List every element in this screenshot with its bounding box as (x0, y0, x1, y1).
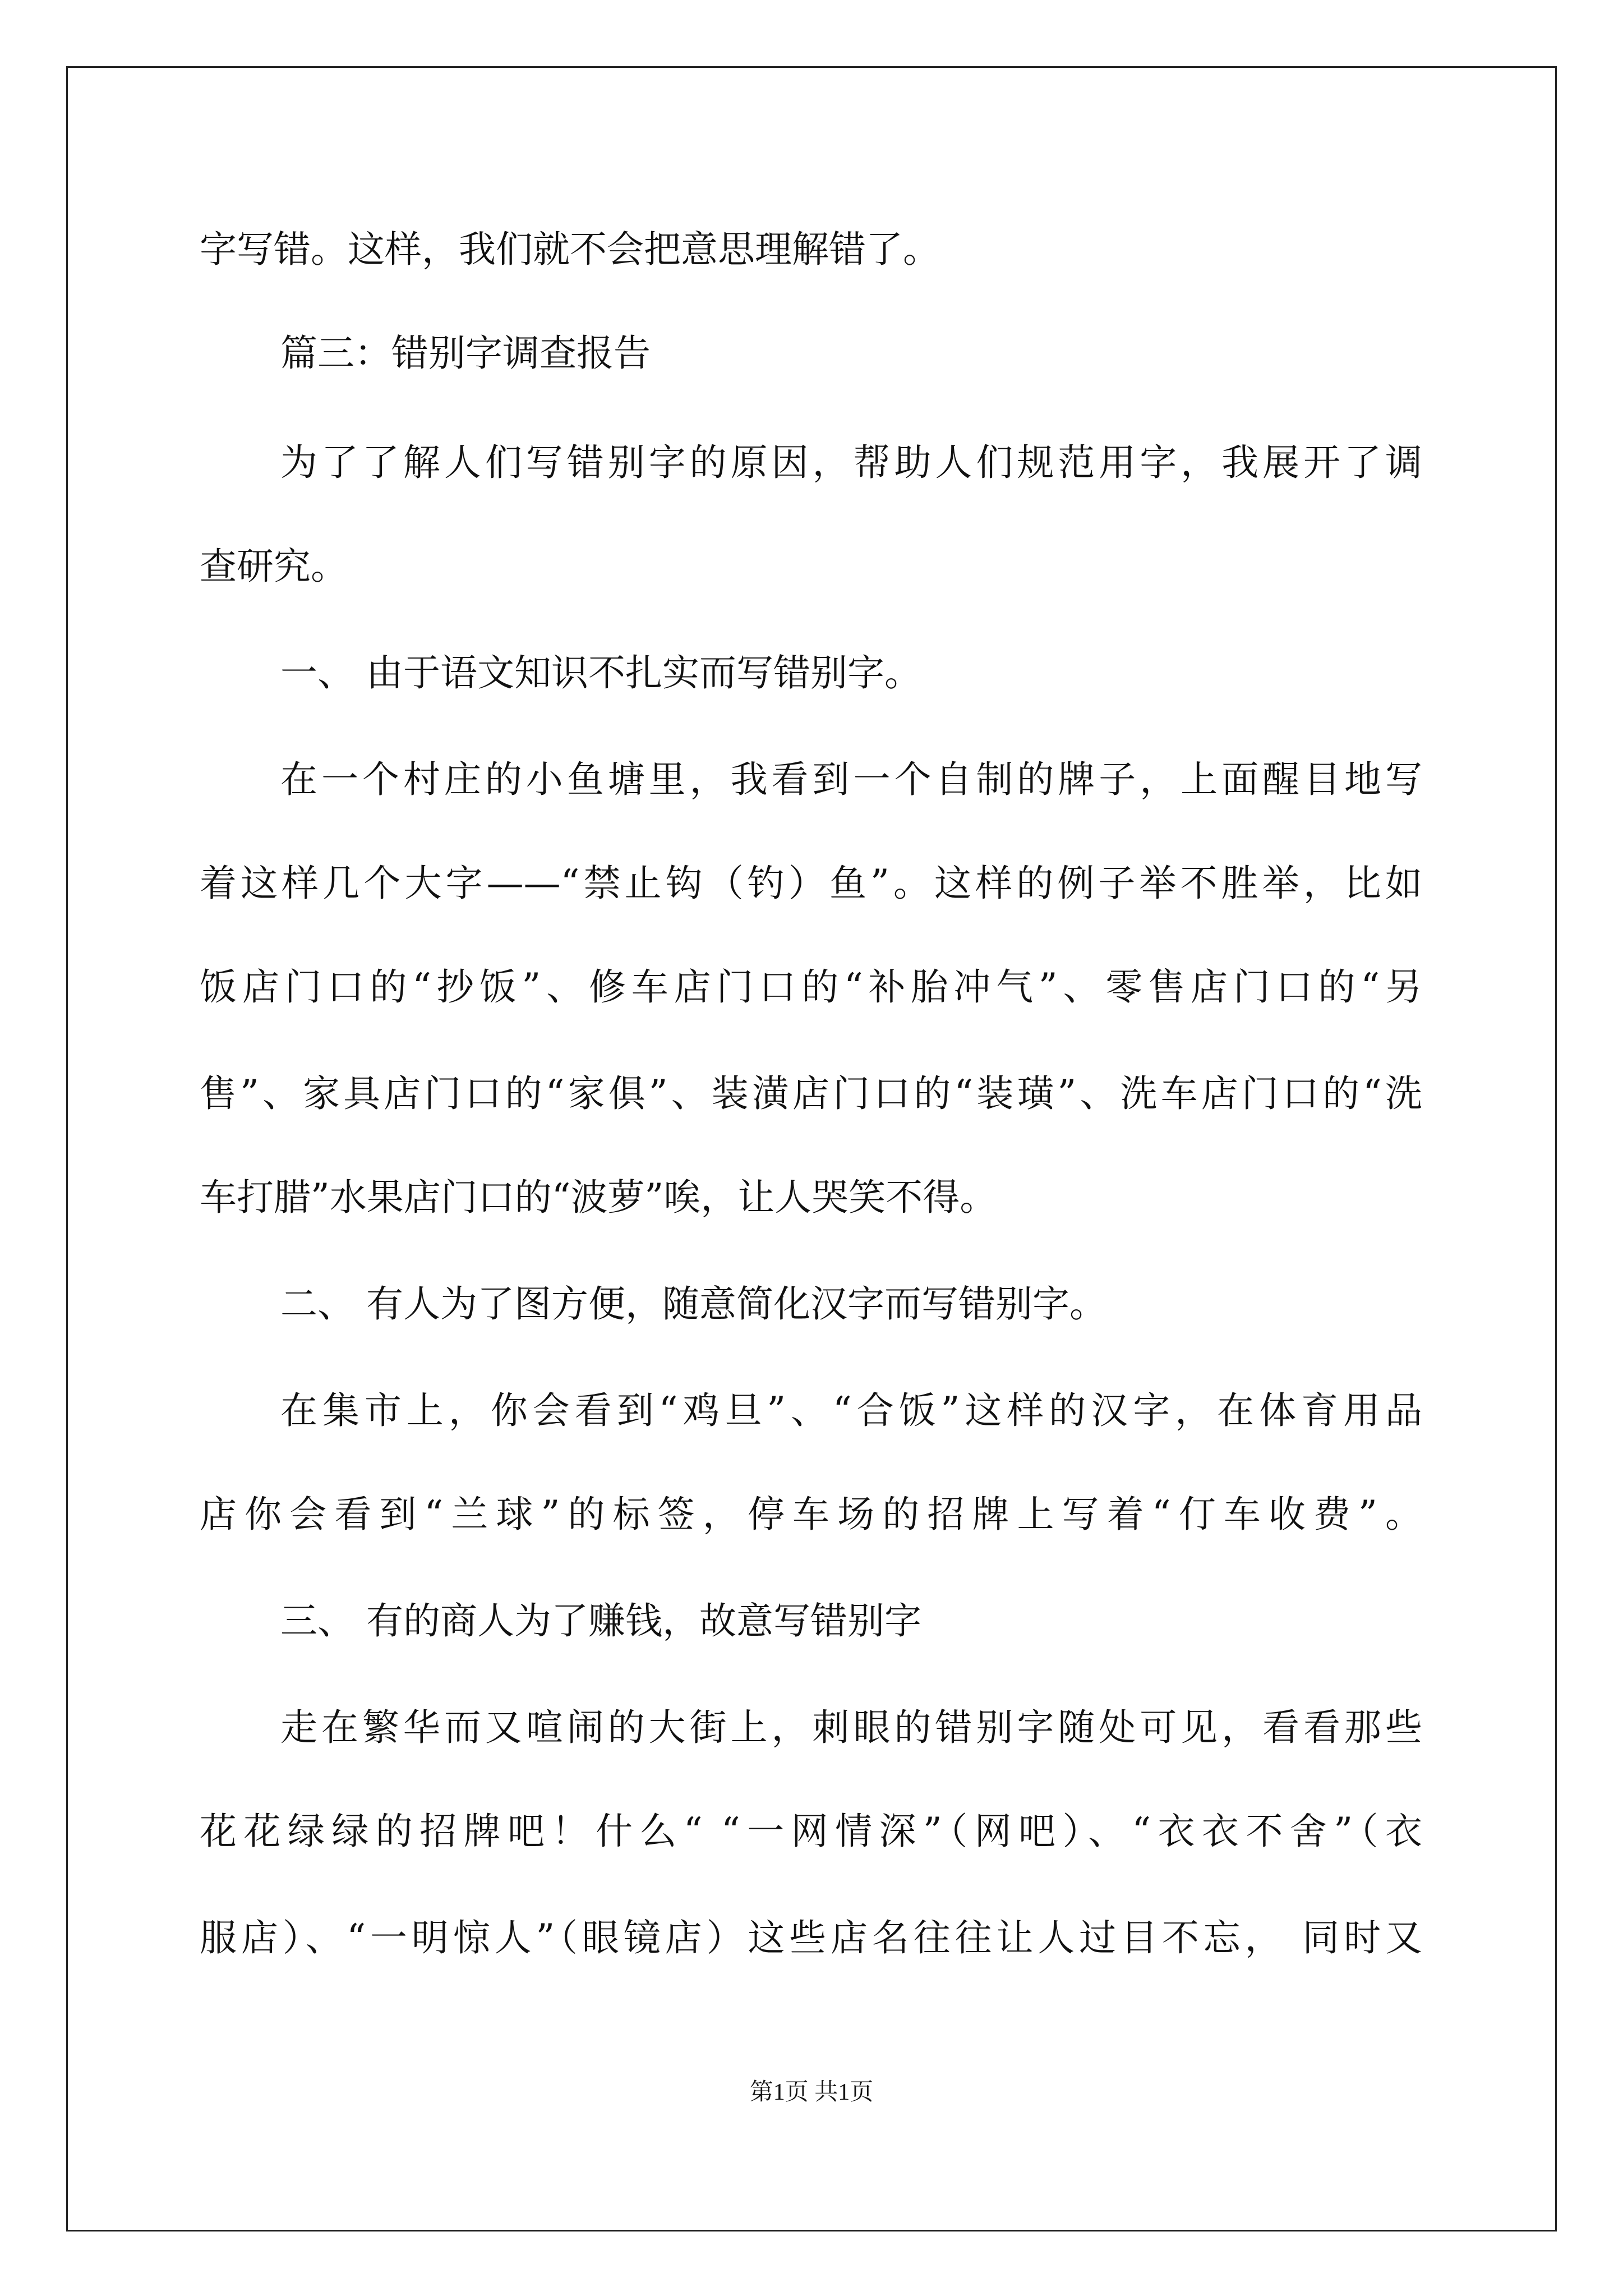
page-border (66, 66, 1557, 2231)
text-line-1: 字写错。这样，我们就不会把意思理解错了。 (200, 228, 940, 271)
text-line-4: 查研究。 (200, 545, 348, 588)
page-footer: 第1页 共1页 (749, 2079, 874, 2105)
section-heading: 篇三：错别字调查报告 (280, 332, 651, 375)
text-line-16: 花花绿绿的招牌吧！什么“ “一网情深”（网吧）、“衣衣不舍”（衣 (200, 1810, 1422, 1853)
text-line-8: 饭店门口的“抄饭”、修车店门口的“补胎冲气”、零售店门口的“另 (200, 965, 1422, 1009)
text-line-9: 售”、家具店门口的“家俱”、装潢店门口的“装璜”、洗车店门口的“洗 (200, 1072, 1422, 1115)
subheading-2: 二、 有人为了图方便，随意简化汉字而写错别字。 (280, 1282, 1106, 1326)
text-line-13: 店你会看到“兰球”的标签，停车场的招牌上写着“仃车收费”。 (200, 1493, 1422, 1536)
text-line-3: 为了了解人们写错别字的原因，帮助人们规范用字，我展开了调 (280, 441, 1422, 484)
subheading-3: 三、 有的商人为了赚钱，故意写错别字 (280, 1599, 921, 1642)
text-line-15: 走在繁华而又喧闹的大街上，刺眼的错别字随处可见，看看那些 (280, 1706, 1422, 1749)
text-line-6: 在一个村庄的小鱼塘里，我看到一个自制的牌子，上面醒目地写 (280, 758, 1422, 801)
text-line-10: 车打腊”水果店门口的“波萝”唉，让人哭笑不得。 (200, 1176, 997, 1219)
text-line-7: 着这样几个大字——“禁止钩（钓）鱼”。这样的例子举不胜举，比如 (200, 862, 1422, 905)
text-line-17: 服店）、“一明惊人”（眼镜店）这些店名往往让人过目不忘， 同时又 (200, 1916, 1422, 1959)
subheading-1: 一、 由于语文知识不扎实而写错别字。 (280, 651, 921, 694)
text-line-12: 在集市上，你会看到“鸡旦”、“合饭”这样的汉字，在体育用品 (280, 1389, 1422, 1432)
